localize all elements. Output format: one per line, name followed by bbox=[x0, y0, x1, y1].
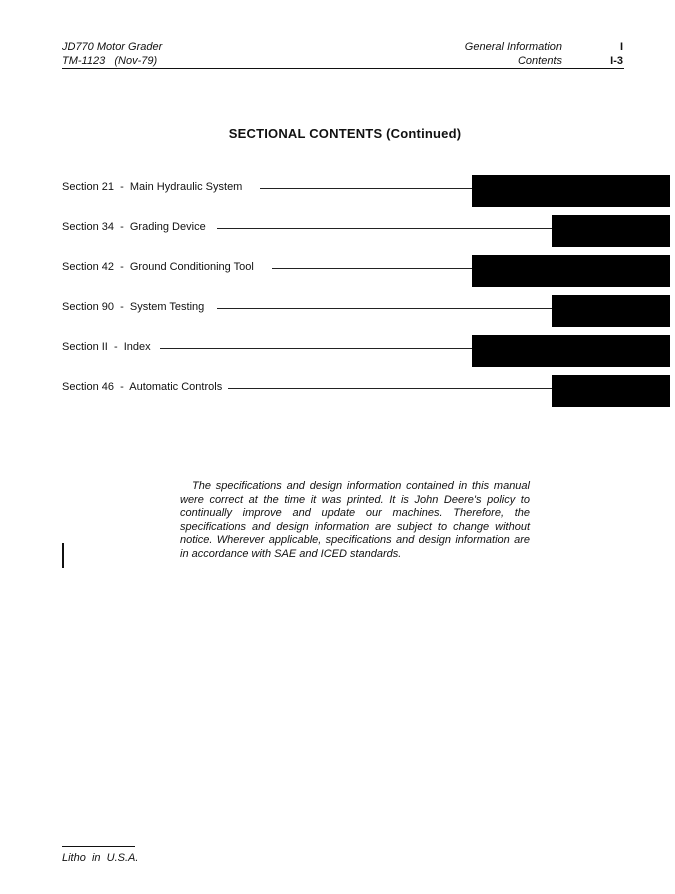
leader-line bbox=[217, 308, 552, 309]
manual-number-date: TM-1123 (Nov-79) bbox=[62, 55, 158, 67]
subsection-name: Contents bbox=[517, 55, 562, 67]
header-manual-info bbox=[62, 40, 162, 68]
leader-line bbox=[272, 268, 472, 269]
contents-label: Section 42 - Ground Conditioning Tool bbox=[62, 261, 254, 273]
leader-line bbox=[228, 388, 552, 389]
header-divider bbox=[62, 68, 624, 69]
contents-row-section-90[interactable] bbox=[62, 300, 552, 320]
contents-label: Section 21 - Main Hydraulic System bbox=[62, 181, 243, 193]
section-tab-46[interactable] bbox=[552, 375, 670, 407]
contents-label: Section 46 - Automatic Controls bbox=[62, 381, 223, 393]
contents-row-section-46[interactable] bbox=[62, 380, 552, 400]
change-bar bbox=[62, 543, 64, 568]
section-tab-42[interactable] bbox=[472, 255, 670, 287]
contents-row-section-index[interactable] bbox=[62, 340, 472, 360]
section-tab-index[interactable] bbox=[472, 335, 670, 367]
manual-title: JD770 Motor Grader bbox=[62, 41, 163, 53]
contents-row-section-21[interactable] bbox=[62, 180, 472, 200]
contents-row-section-42[interactable] bbox=[62, 260, 472, 280]
specification-notice: The specifications and design information contained in this manual were correct at the time it was printed. It is John Deere's policy to continually improve and update our machines. Therefore, the specifications and design information are subject to change without notice. Wherever applicable, specifications and design information are in accordance with SAE and ICED standards. bbox=[180, 480, 530, 560]
contents-label: Section 90 - System Testing bbox=[62, 301, 205, 313]
section-number: I bbox=[619, 41, 623, 53]
section-tab-34[interactable] bbox=[552, 215, 670, 247]
contents-label: Section II - Index bbox=[62, 341, 151, 353]
section-tab-90[interactable] bbox=[552, 295, 670, 327]
header-page-info bbox=[610, 40, 623, 68]
leader-line bbox=[160, 348, 472, 349]
section-tab-21[interactable] bbox=[472, 175, 670, 207]
section-name: General Information bbox=[464, 41, 562, 53]
page-number: I-3 bbox=[610, 55, 623, 67]
header-section-info bbox=[465, 40, 562, 68]
leader-line bbox=[217, 228, 552, 229]
footer-divider bbox=[62, 846, 135, 847]
leader-line bbox=[260, 188, 472, 189]
page-title: SECTIONAL CONTENTS (Continued) bbox=[228, 126, 462, 141]
printing-note: Litho in U.S.A. bbox=[62, 852, 139, 864]
contents-row-section-34[interactable] bbox=[62, 220, 552, 240]
contents-label: Section 34 - Grading Device bbox=[62, 221, 206, 233]
